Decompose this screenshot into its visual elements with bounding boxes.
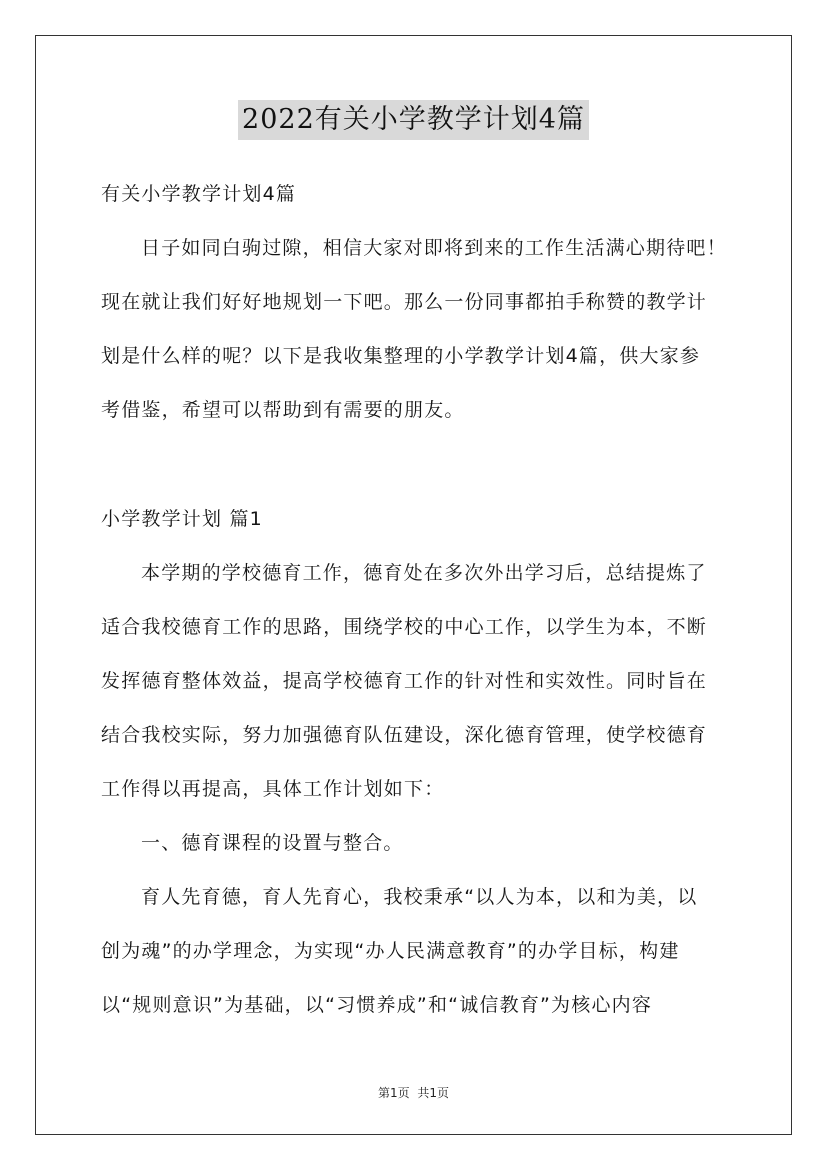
body-line: 适合我校德育工作的思路，围绕学校的中心工作，以学生为本，不断	[101, 616, 708, 638]
body-line: 发挥德育整体效益，提高学校德育工作的针对性和实效性。同时旨在	[101, 670, 708, 692]
page-number: 第1页	[377, 1086, 410, 1100]
body-line: 结合我校实际，努力加强德育队伍建设，深化德育管理，使学校德育	[101, 724, 708, 746]
body-line: 工作得以再提高，具体工作计划如下：	[101, 778, 445, 800]
page-total: 共1页	[417, 1086, 450, 1100]
page-footer	[0, 1084, 827, 1101]
point-line: 育人先育德，育人先育心，我校秉承“以人为本，以和为美，以	[141, 886, 698, 908]
subtitle: 有关小学教学计划4篇	[101, 183, 297, 205]
title-container	[0, 100, 827, 140]
point-line: 以“规则意识”为基础，以“习惯养成”和“诚信教育”为核心内容	[101, 994, 653, 1016]
document-title: 2022有关小学教学计划4篇	[238, 100, 589, 140]
intro-line: 日子如同白驹过隙，相信大家对即将到来的工作生活满心期待吧！	[141, 237, 727, 259]
intro-line: 考借鉴，希望可以帮助到有需要的朋友。	[101, 399, 465, 421]
point-line: 创为魂”的办学理念，为实现“办人民满意教育”的办学目标，构建	[101, 940, 680, 962]
section-heading: 小学教学计划 篇1	[101, 508, 263, 530]
intro-line: 现在就让我们好好地规划一下吧。那么一份同事都拍手称赞的教学计	[101, 291, 708, 313]
body-line: 本学期的学校德育工作，德育处在多次外出学习后，总结提炼了	[141, 562, 707, 584]
point-heading: 一、德育课程的设置与整合。	[141, 832, 404, 854]
intro-line: 划是什么样的呢？以下是我收集整理的小学教学计划4篇，供大家参	[101, 345, 701, 367]
